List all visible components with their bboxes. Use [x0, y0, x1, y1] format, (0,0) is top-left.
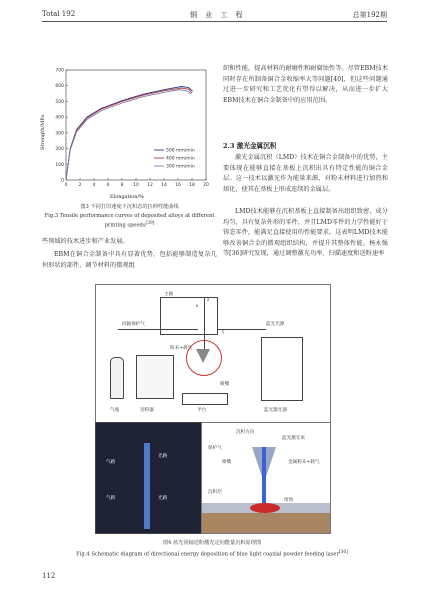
- fig4-schematic-panel: [201, 422, 331, 534]
- x-tick-label: 6: [106, 183, 110, 188]
- fig4-gas-bottle: [110, 357, 124, 399]
- fig4-caption-cn: 图4 蓝光同轴送粉激光定向能量沉积原理图: [162, 540, 262, 546]
- fig4-axis-x: x: [196, 303, 199, 308]
- fig4-label-metal-powder: 金属粉末+载气: [288, 460, 320, 465]
- legend-label-1: 500 mm/min: [166, 148, 195, 154]
- x-tick-label: 16: [175, 183, 181, 188]
- fig4-substrate-block: [202, 513, 330, 533]
- y-tick-label: 600: [55, 84, 64, 90]
- fig4-photo-label-4: 光路: [158, 496, 168, 501]
- fig4-photo-label-3: 气路: [106, 496, 116, 501]
- fig4-label-molten-pool: 熔池: [284, 498, 294, 503]
- fig4-fiber-line: [218, 329, 266, 330]
- x-tick-label: 10: [133, 183, 139, 188]
- y-tick-label: 0: [61, 178, 64, 184]
- fig4-axis-z: z: [207, 297, 210, 302]
- fig3-x-label: Elongation/%: [110, 194, 144, 200]
- fig4-table: [182, 393, 228, 405]
- fig4-label-laser-emitter: 蓝光激光器: [264, 408, 287, 413]
- x-tick-label: 14: [161, 183, 167, 188]
- fig3-chart: [46, 58, 211, 198]
- fig4-label-nozzle2: 喷嘴: [222, 460, 232, 465]
- y-tick-label: 100: [55, 162, 64, 168]
- fig4-label-powder-gas: 粉末+载气: [170, 346, 193, 351]
- fig4-beam-line: [262, 447, 266, 505]
- fig4-top-panel: [95, 284, 331, 424]
- fig4-label-spindle: 主轴: [164, 292, 174, 297]
- header-right: 总第192期: [352, 11, 387, 19]
- fig4-label-blue-beam: 蓝光激光束: [282, 436, 305, 441]
- y-tick-label: 500: [55, 99, 64, 105]
- fig4-photo-label-1: 气路: [106, 460, 116, 465]
- page-number: 112: [42, 572, 56, 580]
- right-p2: 激光金属沉积（LMD）技术在铜合金制备中的优势，主要体现在能够直接在基板上沉积出具有特定性能的铜合金层。这一技术以激光作为能量来源，对粉末材料进行加热和熔化，使其在基板上形成连续的金属层。: [223, 154, 388, 193]
- y-tick-label: 700: [55, 68, 64, 74]
- left-p1: 些领域的技术进步和产业发展。: [42, 238, 129, 245]
- fig4-nozzle-cone: [196, 349, 210, 363]
- fig4-label-coax-gas: 同轴保护气: [122, 322, 145, 327]
- x-tick-label: 4: [92, 183, 96, 188]
- fig4-powder-feeder: [136, 355, 174, 399]
- fig4-gas-line: [118, 329, 198, 330]
- header-journal: 铜 业 工 程: [190, 11, 246, 19]
- right-p1: 织和性能，提高材料的耐磨性和耐腐蚀性等。尽管EBM技术同时存在所制备铜合金收缩率大等问题[40]，但这些问题通过进一步研究和工艺优化有望得以解决，从而进一步扩大EBM技术在铜合金制备中的应用范围。: [223, 65, 388, 104]
- fig3-axes-frame: [66, 70, 206, 180]
- fig4-label-nozzle: 喷嘴: [220, 382, 230, 387]
- fig4-label-laser: 蓝光光源: [266, 322, 285, 327]
- fig4-photo-panel: [95, 422, 203, 534]
- fig4-label-shield-gas: 保护气: [208, 446, 222, 451]
- fig3-caption-ref: [39]: [145, 221, 155, 226]
- x-tick-label: 20: [203, 183, 209, 188]
- right-p3: LMD技术能够在沉积基板上直接制备出组织致密，成分均匀，具有复杂外形的零件，并且LMD零件的力学性能好于铸态零件，能满足直接使用的性能要求。这表明LMD技术能够改善铜合金的微观组织结构，并提升其整体性能。杨永强等[36]研究发现，通过调整激光功率、扫描速度和送粉速率: [223, 208, 388, 258]
- fig3-caption-en: Fig.3 Tensile performance curves of deposited alloys at different printing speeds[39]: [44, 213, 215, 229]
- fig4-photo-label-2: 光路: [158, 454, 168, 459]
- fig4-label-table: 平台: [197, 408, 207, 413]
- fig4-label-gas-bottle: 气瓶: [110, 408, 120, 413]
- y-tick-label: 200: [55, 147, 64, 153]
- x-tick-label: 0: [64, 183, 68, 188]
- fig4-label-deposit-dir: 沉积方向: [236, 430, 255, 435]
- fig4-caption-ref: [36]: [338, 550, 348, 555]
- fig4-axis-y: y: [222, 329, 225, 334]
- fig4-caption-en: Fig.4 Schematic diagram of directional energy deposition of blue light coaxial powder feeding laser[36]: [76, 550, 348, 558]
- fig4-photo-beam: [144, 443, 150, 529]
- fig4-label-powder-feeder: 送粉器: [140, 408, 154, 413]
- fig3-y-label: Strength/MPa: [40, 114, 46, 150]
- left-p2: EBM在铜合金制备中具有显著优势，包括能够制造复杂几何形状的部件，调节材料的微观组: [42, 251, 217, 269]
- y-tick-label: 300: [55, 131, 64, 137]
- x-tick-label: 12: [147, 183, 153, 188]
- section-heading: 2.3 激光金属沉积: [223, 142, 277, 150]
- legend-label-3: 300 mm/min: [166, 164, 195, 170]
- header-left: Total 192: [42, 10, 76, 18]
- fig4-laser-emitter: [261, 337, 303, 401]
- header-rule: [42, 21, 387, 22]
- x-tick-label: 2: [78, 183, 82, 188]
- fig4-label-deposit-layer: 沉积层: [208, 490, 222, 495]
- fig4-molten-pool: [250, 503, 280, 513]
- fig3-caption-cn: 图3 不同打印速度下沉积态的拉伸性能曲线: [80, 204, 179, 210]
- legend-label-2: 400 mm/min: [166, 156, 195, 162]
- x-tick-label: 18: [189, 183, 195, 188]
- y-tick-label: 400: [55, 115, 64, 121]
- x-tick-label: 8: [120, 183, 124, 188]
